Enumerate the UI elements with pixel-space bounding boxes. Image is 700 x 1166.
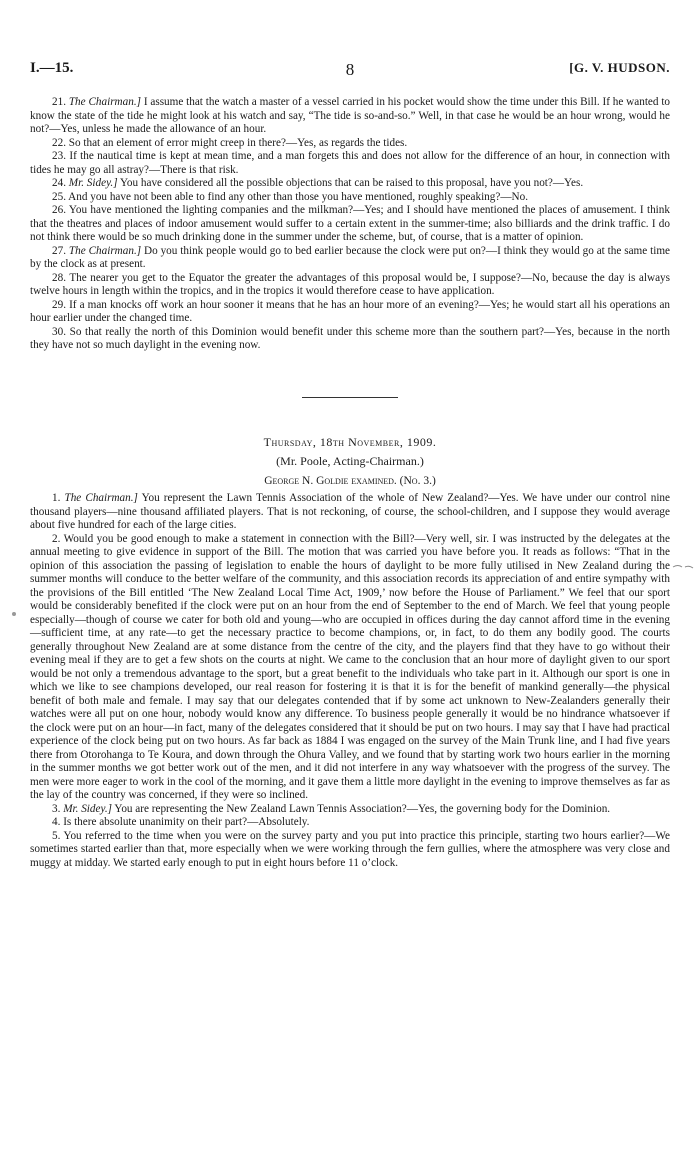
question-number: 21. [52, 96, 66, 108]
question-answer-text: Would you be good enough to make a statement in connection with the Bill?—Very well, sir. I was instructed by the delegates at the annual meeting to give evidence in support of the Bill. The motion that was carried you have before you. It reads as follows: “That in the opinion of this association the passing of legislation to enable the hours of daylight to be more fully utilised in New Zealand during the summer months will conduce to the better welfare of the community, and this association records its appreciation of and entire sympathy with the provisions of the Bill entitled ‘The New Zealand Local Time Act, 1909,’ now before the House of Parliament.” We feel that our sport would be considerably benefited if the clock were put on an hour from the end of September to the end of March. We feel that young people especially—though of course we cater for both old and young—who are occupied in offices during the day cannot afford time in the evening—sufficient time, at any rate—to get the necessary practice to become champions, or, in fact, to do them any bodily good. The courts generally throughout New Zealand are at some distance from the centre of the city, and the players find that they have to go without their evening meal if they are to get a few shots on the courts at night. We came to the conclusion that an hour more of daylight given to our sport would be not only a tremendous advantage to the sport, but a great benefit to the individuals who take part in it. Although our sport is one in which we like to see champions developed, our real reason for fostering it is that it is for the benefit of mankind generally—the physical benefit of both male and female. I may say that our delegates contended that if by some act unknown to New-Zealanders generally their watches were all put on one hour, nobody would know any difference. To business people generally it would be no hindrance whatsoever if the clock were put on an hour—in fact, many of the delegates considered that it should be put on two hours. I may say that I have had practical experience of the clock being put on two hours. As far back as 1884 I was engaged on the survey of the Main Trunk line, and I had five years there from Otorohanga to Te Koura, and down through the Ohura Valley, and we found that by starting work two hours earlier in the morning in the summer months we got better work out of the men, and it did not interfere in any way whatsoever with the progress of the survey. The men were more eager to work in the cool of the morning, and it gave them a little more daylight in the evening to improve themselves as far as the lay of the country was concerned, if they were so inclined. [30, 532, 670, 801]
speaker-name: Mr. Sidey.] [63, 802, 112, 815]
question-number: 1. [52, 492, 61, 504]
question-number: 2. [52, 532, 61, 545]
page-number: 8 [345, 60, 355, 79]
question-number: 3. [52, 802, 61, 815]
question-answer-text: If a man knocks off work an hour sooner it means that he has an hour more of an evening?—Yes; he would start all his operations an hour earlier under the changed time. [30, 298, 671, 324]
evidence-paragraph [30, 137, 670, 151]
document-reference: I.—15. [30, 60, 74, 76]
evidence-paragraph [30, 830, 670, 871]
page-header [30, 60, 670, 84]
evidence-paragraph [30, 326, 670, 353]
session-chair: (Mr. Poole, Acting-Chairman.) [276, 454, 424, 468]
evidence-paragraph [30, 150, 670, 177]
question-number: 25. [52, 190, 66, 203]
question-number: 22. [52, 136, 66, 149]
speaker-name: The Chairman.] [64, 492, 138, 504]
question-answer-text: So that an element of error might creep in there?—Yes, as regards the tides. [68, 136, 408, 149]
session-date: Thursday, 18th November, 1909. [263, 434, 437, 449]
question-number: 5. [52, 829, 61, 842]
question-answer-text: You have considered all the possible objections that can be raised to this proposal, have you not?—Yes. [117, 177, 584, 189]
evidence-paragraph [30, 299, 670, 326]
evidence-paragraph [30, 816, 670, 830]
evidence-paragraph [30, 245, 670, 272]
question-answer-text: You are representing the New Zealand Lawn Tennis Association?—Yes, the governing body for the Dominion. [111, 802, 611, 815]
evidence-paragraph [30, 96, 670, 137]
document-body [30, 96, 670, 870]
evidence-section-2 [30, 492, 670, 870]
question-answer-text: If the nautical time is kept at mean time, and a man forgets this and does not allow for the difference of an hour, in connection with tides he may go all astray?—There is that risk. [30, 150, 671, 176]
question-answer-text: And you have not been able to find any other than those you have mentioned, roughly speaking?—No. [68, 190, 528, 203]
question-answer-text: You represent the Lawn Tennis Association of the whole of New Zealand?—Yes. We have under our control nine thousand players—nine thousand affiliated players. That is not reckoning, of course, the school-children, and I suppose they would average about five hundred for each of the large cities. [30, 492, 670, 531]
evidence-paragraph [30, 272, 670, 299]
question-number: 28. [52, 271, 66, 284]
question-number: 30. [52, 325, 66, 338]
question-answer-text: The nearer you get to the Equator the greater the advantages of this proposal would be, I suppose?—No, because the day is always twelve hours in length within the tropics, and in the tropics it would therefore cease to have application. [30, 271, 670, 297]
question-answer-text: Do you think people would go to bed earlier because the clock were put on?—I think they would go at the same time by the clock as at present. [30, 244, 671, 270]
speaker-name: The Chairman.] [68, 96, 141, 108]
margin-dot-mark [12, 612, 16, 616]
evidence-paragraph [30, 492, 670, 533]
witness-name-header: [G. V. HUDSON. [569, 60, 670, 75]
question-answer-text: I assume that the watch a master of a vessel carried in his pocket would show the time under this Bill. If he wanted to know the state of the tide he might look at his watch and say, “The tide is so-and-so.” Well, in that case he would be an hour wrong, would he not?—Yes, unless he made the allowance of an hour. [30, 96, 671, 135]
question-number: 24. [52, 177, 66, 189]
question-number: 29. [52, 298, 66, 311]
question-answer-text: So that really the north of this Dominion would benefit under this scheme more than the southern part?—Yes, because in the north they have not so much daylight in the evening now. [30, 325, 670, 351]
question-answer-text: Is there absolute unanimity on their part?—Absolutely. [63, 816, 310, 828]
evidence-paragraph [30, 191, 670, 205]
speaker-name: Mr. Sidey.] [68, 177, 118, 189]
margin-pencil-mark [672, 562, 694, 572]
evidence-section-1 [30, 96, 670, 353]
question-number: 4. [52, 816, 61, 828]
evidence-paragraph [30, 803, 670, 817]
question-number: 23. [52, 150, 66, 162]
question-answer-text: You have mentioned the lighting companies and the milkman?—Yes; and I should have mentioned the places of amusement. I think that the theatres and places of indoor amusement would suffer to a certain extent in the summer-time; also billiards and the drink traffic. I do not think there would be so much drinking done in the summer under the scheme, but, of course, that is a matter of opinion. [30, 204, 670, 243]
question-number: 27. [52, 244, 66, 257]
evidence-paragraph [30, 533, 670, 803]
speaker-name: The Chairman.] [68, 244, 142, 257]
section-divider [302, 397, 398, 398]
witness-examined-heading: George N. Goldie examined. (No. 3.) [264, 474, 436, 487]
question-answer-text: You referred to the time when you were on the survey party and you put into practice this principle, starting two hours earlier?—We sometimes started earlier than that, more especially when we were working through the fern gullies, where the atmosphere was very close and muggy at midday. We started early enough to put in eight hours before 11 o’clock. [30, 829, 670, 869]
evidence-paragraph [30, 177, 670, 191]
evidence-paragraph [30, 204, 670, 245]
question-number: 26. [52, 204, 66, 216]
